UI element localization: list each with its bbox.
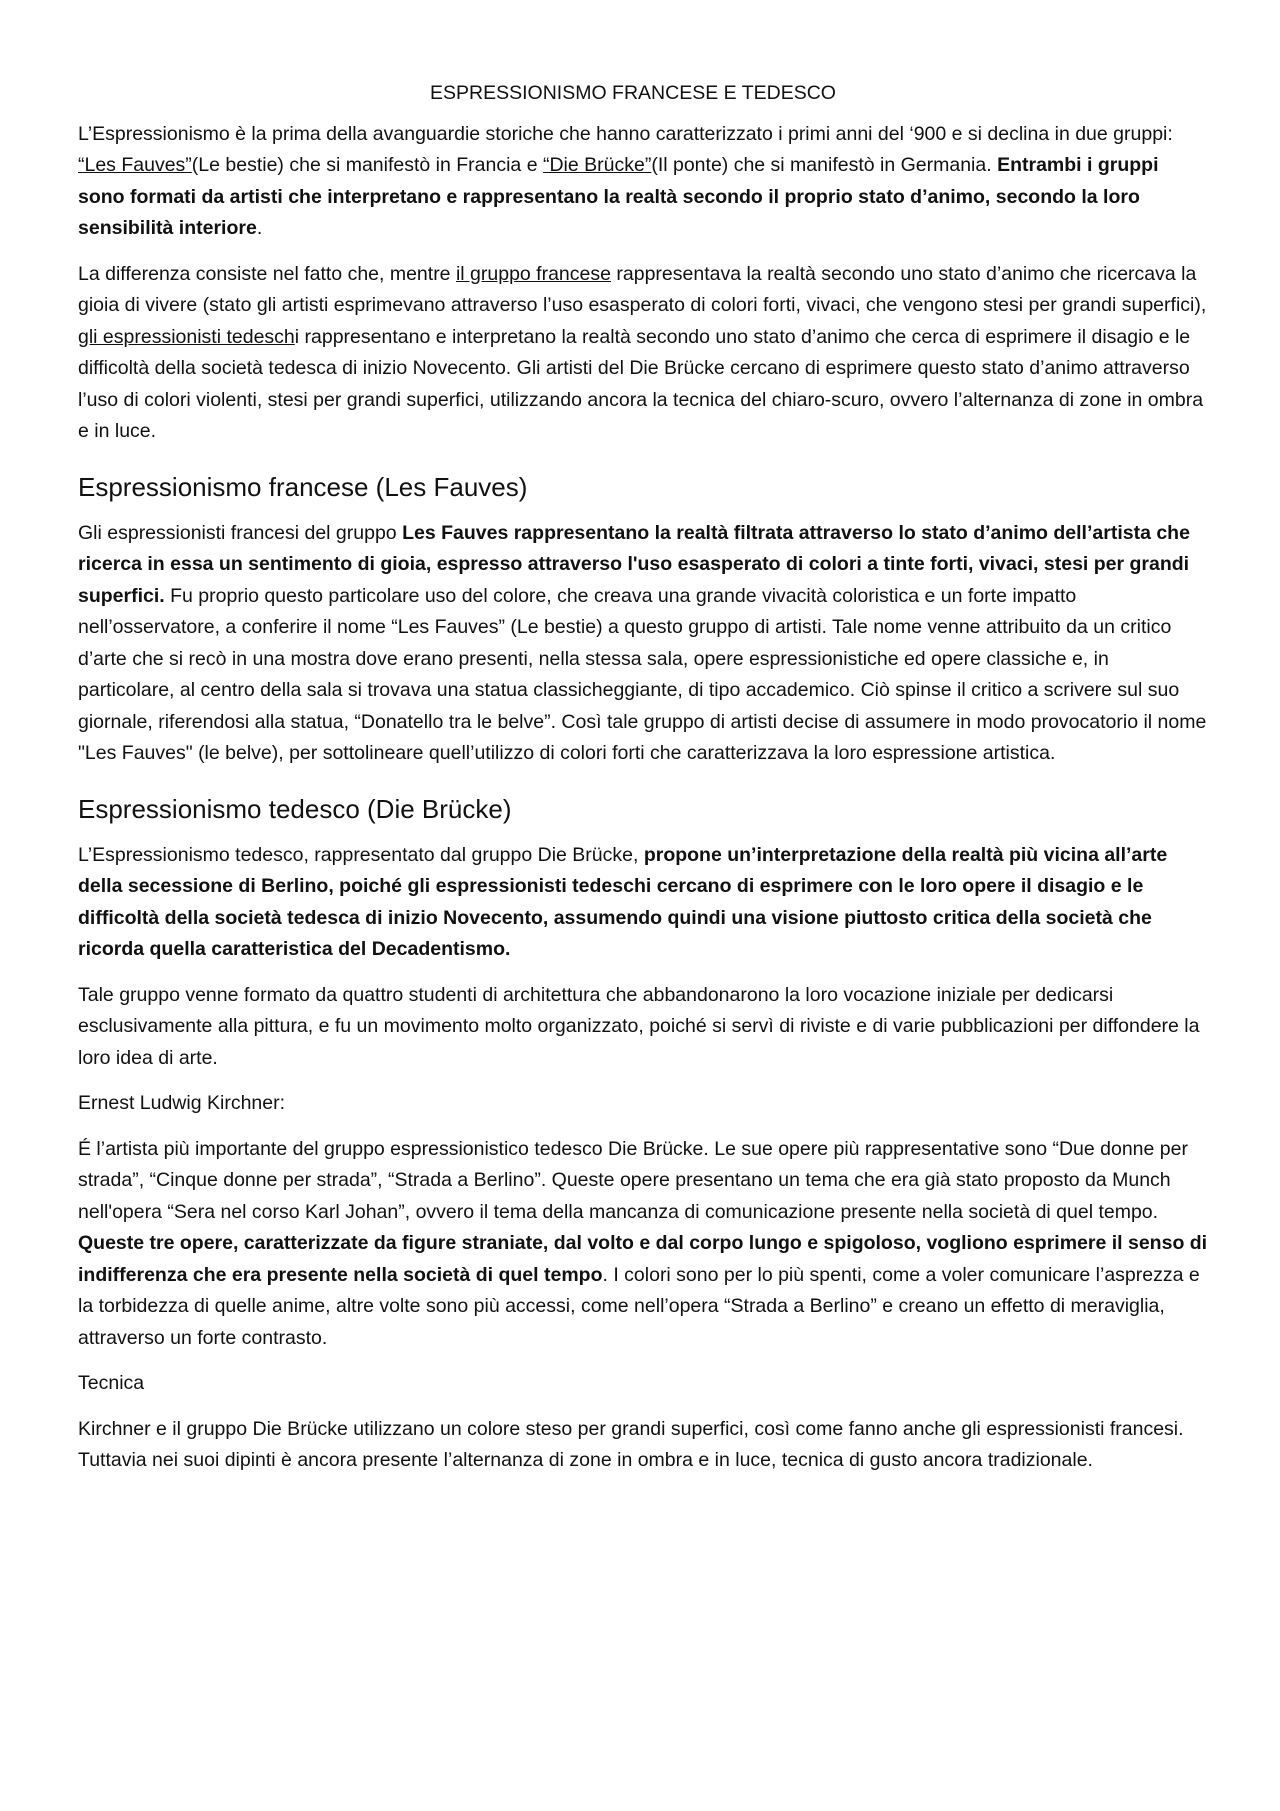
intro-bold-statement: Entrambi i gruppi sono formati da artisti che interpretano e rappresentano la realtà secondo il proprio stato d’animo, secondo la loro sensibilità interiore <box>78 154 1159 239</box>
die-brucke-underlined: “Die Brücke” <box>542 154 652 176</box>
difference-text-1: La differenza consiste nel fatto che, mentre <box>78 262 456 285</box>
intro-text-4: . <box>256 217 263 239</box>
tecnica-label: Tecnica <box>78 1372 145 1394</box>
kirchner-text-1: É l’artista più importante del gruppo espressionistico tedesco Die Brücke. Le sue opere più rappresentative sono “Due donne per strada”, “Cinque donne per strada”, “Strada a Berlino”. Queste opere presentano un tema che era già stato proposto da Munch nell'opera “Sera nel corso Karl Johan”, ovvero il tema della mancanza di comunicazione presente nella società di quel tempo. <box>78 1137 1188 1223</box>
french-group-underlined: il gruppo francese <box>455 262 611 285</box>
brucke-text-1: L’Espressionismo tedesco, rappresentato dal gruppo Die Brücke, <box>78 843 644 866</box>
fauves-bold-statement: Les Fauves rappresentano la realtà filtrata attraverso lo stato d’animo dell’artista che ricerca in essa un sentimento di gioia, espresso attraverso l'uso esasperato di colori a tinte forti, vivaci, stesi per grandi superfici. <box>78 521 1190 607</box>
intro-text-2: (Le bestie) che si manifestò in Francia e <box>191 154 543 176</box>
heading-french-expressionism: Espressionismo francese (Les Fauves) <box>78 471 528 502</box>
tecnica-paragraph: Kirchner e il gruppo Die Brücke utilizzano un colore steso per grandi superfici, così come fanno anche gli espressionisti francesi. Tuttavia nei suoi dipinti è ancora presente l’alternanza di zone in ombra e in luce, tecnica di gusto ancora tradizionale. <box>78 1417 1184 1471</box>
fauves-text-1: Gli espressionisti francesi del gruppo <box>78 521 403 544</box>
difference-text-2: rappresentava la realtà secondo uno stato d’animo che ricercava la gioia di vivere (stato gli artisti esprimevano attraverso l’uso esasperato di colori forti, vivaci, che vengono stesi per grandi superfici), <box>78 262 1207 316</box>
intro-text-3: (Il ponte) che si manifestò in Germania. <box>651 154 998 176</box>
heading-german-expressionism: Espressionismo tedesco (Die Brücke) <box>78 793 512 824</box>
difference-text-3: i rappresentano e interpretano la realtà secondo uno stato d’animo che cerca di esprimere il disagio e le difficoltà della società tedesca di inizio Novecento. Gli artisti del Die Brücke cercano di esprimere questo stato d’animo attraverso l’uso di colori violenti, stesi per grandi superfici, utilizzando ancora la tecnica del chiaro-scuro, ovvero l’alternanza di zone in ombra e in luce. <box>78 325 1204 442</box>
brucke-bold-statement: propone un’interpretazione della realtà più vicina all’arte della secessione di Berlino, poiché gli espressionisti tedeschi cercano di esprimere con le loro opere il disagio e le difficoltà della società tedesca di inizio Novecento, assumendo quindi una visione piuttosto critica della società che ricorda quella caratteristica del Decadentismo. <box>78 843 1168 960</box>
les-fauves-underlined: “Les Fauves” <box>78 154 192 176</box>
fauves-paragraph <box>78 518 1208 770</box>
kirchner-text-2: . I colori sono per lo più spenti, come a voler comunicare l’asprezza e la torbidezza di quelle anime, altre volte sono più accessi, come nell’opera “Strada a Berlino” e creano un effetto di meraviglia, attraverso un forte contrasto. <box>78 1263 1200 1349</box>
kirchner-bold-statement: Queste tre opere, caratterizzate da figure straniate, dal volto e dal corpo lungo e spigoloso, vogliono esprimere il senso di indifferenza che era presente nella società di quel tempo <box>78 1232 1208 1286</box>
german-group-underlined: gli espressionisti tedesch <box>78 325 295 348</box>
difference-paragraph <box>78 259 1208 448</box>
fauves-text-2: Fu proprio questo particolare uso del colore, che creava una grande vivacità coloristica e un forte impatto nell’osservatore, a conferire il nome “Les Fauves” (Le bestie) a questo gruppo di artisti. Tale nome venne attribuito da un critico d’arte che si recò in una mostra dove erano presenti, nella stessa sala, opere espressionistiche ed opere classiche e, in particolare, al centro della sala si trovava una statua classicheggiante, di tipo accademico. Ciò spinse il critico a scrivere sul suo giornale, riferendosi alla statua, “Donatello tra le belve”. Così tale gruppo di artisti decise di assumere in modo provocatorio il nome "Les Fauves" (le belve), per sottolineare quell’utilizzo di colori forti che caratterizzava la loro espressione artistica. <box>78 584 1207 764</box>
document-page <box>78 78 1208 1491</box>
document-title: ESPRESSIONISMO FRANCESE E TEDESCO <box>430 82 836 104</box>
brucke-formation-paragraph: Tale gruppo venne formato da quattro studenti di architettura che abbandonarono la loro vocazione iniziale per dedicarsi esclusivamente alla pittura, e fu un movimento molto organizzato, poiché si servì di riviste e di varie pubblicazioni per diffondere la loro idea di arte. <box>78 983 1200 1069</box>
brucke-paragraph <box>78 840 1208 966</box>
kirchner-label: Ernest Ludwig Kirchner: <box>78 1092 286 1114</box>
intro-paragraph <box>78 119 1208 245</box>
kirchner-paragraph <box>78 1134 1208 1355</box>
intro-text-1: L’Espressionismo è la prima della avanguardie storiche che hanno caratterizzato i primi anni del ‘900 e si declina in due gruppi: <box>78 122 1173 145</box>
